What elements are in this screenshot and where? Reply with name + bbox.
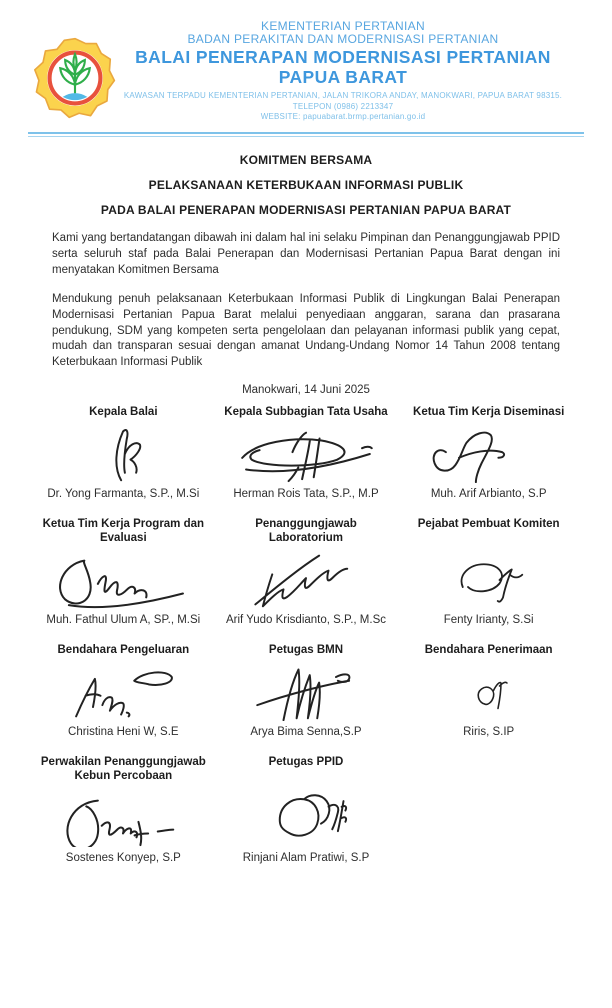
title-line3: PADA BALAI PENERAPAN MODERNISASI PERTANIAN PAPUA BARAT	[100, 203, 512, 218]
signature-rinjani-alam	[231, 787, 381, 849]
signatory-name: Muh. Arif Arbianto, S.P	[430, 488, 547, 501]
signatory-role: Ketua Tim Kerja Diseminasi	[413, 406, 565, 419]
signatory-bendahara-penerimaan	[401, 644, 576, 738]
signatory-name: Arya Bima Senna,S.P	[250, 726, 362, 739]
signatory-name: Riris, S.IP	[463, 726, 515, 739]
signatory-name: Muh. Fathul Ulum A, SP., M.Si	[46, 614, 201, 627]
office-website: WEBSITE: papuabarat.brmp.pertanian.go.id	[260, 111, 426, 121]
office-telephone: TELEPON (0986) 2213347	[292, 101, 394, 111]
agency-name: BADAN PERAKITAN DAN MODERNISASI PERTANIAN	[187, 32, 499, 47]
signatory-name: Sostenes Konyep, S.P	[65, 852, 181, 865]
ministry-of-agriculture-logo-icon	[34, 36, 116, 120]
signatory-role: Perwakilan Penanggungjawab Kebun Percobaan	[40, 756, 206, 782]
signatory-penanggungjawab-laboratorium	[219, 518, 394, 626]
signatory-ketua-tim-diseminasi	[401, 406, 576, 500]
document-body	[52, 231, 560, 371]
signature-arya-bima	[231, 661, 381, 723]
signatory-kasubbag-tata-usaha	[219, 406, 394, 500]
signatory-role: Pejabat Pembuat Komiten	[417, 518, 560, 531]
signature-herman-rois-tata	[226, 423, 386, 485]
title-line2: PELAKSANAAN KETERBUKAAN INFORMASI PUBLIK	[148, 178, 464, 193]
paragraph-2: Mendukung penuh pelaksanaan Keterbukaan Informasi Publik di Lingkungan Balai Penerapan Modernisasi Pertanian Papua Barat melalui penyediaan anggaran, sarana dan prasarana pendukung, SDM yang kompeten serta pengelolaan dan pelayanan informasi publik yang cepat, mudah dan transparan sesuai dengan amanat Undang-Undang Nomor 14 Tahun 2008 tentang Keterbukaan Informasi Publik	[52, 292, 560, 369]
document-title	[0, 153, 612, 217]
signatory-role: Kepala Balai	[89, 406, 158, 419]
letterhead	[0, 0, 612, 137]
signatory-role: Bendahara Pengeluaran	[57, 644, 190, 657]
signature-row-3	[36, 644, 576, 738]
signature-fenty-irianty	[419, 549, 559, 611]
letterhead-divider	[28, 132, 584, 137]
signatory-petugas-bmn	[219, 644, 394, 738]
signature-grid	[36, 406, 576, 864]
signature-row-2	[36, 518, 576, 626]
signatory-role: Ketua Tim Kerja Program dan Evaluasi	[42, 518, 205, 544]
signatory-name: Dr. Yong Farmanta, S.P., M.Si	[47, 488, 200, 501]
signatory-ketua-tim-program-evaluasi	[36, 518, 211, 626]
signature-arif-yudo	[231, 549, 381, 611]
signatory-bendahara-pengeluaran	[36, 644, 211, 738]
ministry-name: KEMENTERIAN PERTANIAN	[261, 19, 425, 33]
signatory-perwakilan-kebun-percobaan	[36, 756, 211, 864]
signature-yong-farmanta	[48, 423, 198, 485]
signature-row-4	[36, 756, 576, 864]
signatory-kepala-balai	[36, 406, 211, 500]
signatory-role: Bendahara Penerimaan	[424, 644, 553, 657]
office-name-line2: PAPUA BARAT	[278, 67, 408, 87]
signatory-pejabat-pembuat-komiten	[401, 518, 576, 626]
letterhead-text	[100, 20, 586, 122]
signature-riris	[429, 661, 549, 723]
signatory-name: Fenty Irianty, S.Si	[443, 614, 534, 627]
signatory-role: Penanggungjawab Laboratorium	[255, 518, 357, 544]
signature-sostenes-konyep	[43, 787, 203, 849]
paragraph-1: Kami yang bertandatangan dibawah ini dalam hal ini selaku Pimpinan dan Penanggungjawab PPID serta seluruh staf pada Balai Penerapan dan Modernisasi Pertanian Papua Barat dengan ini menyatakan Komitmen Bersama	[52, 232, 560, 277]
signatory-name: Arif Yudo Krisdianto, S.P., M.Sc	[225, 614, 386, 627]
signature-grid-empty-cell	[401, 756, 576, 864]
signatory-petugas-ppid	[219, 756, 394, 864]
signatory-role: Petugas BMN	[268, 644, 344, 657]
signature-arif-arbianto	[414, 423, 564, 485]
signature-row-1	[36, 406, 576, 500]
place-date-line: Manokwari, 14 Juni 2025	[242, 384, 370, 397]
signatory-name: Christina Heni W, S.E	[68, 726, 179, 739]
signature-christina-heni	[48, 661, 198, 723]
signature-fathul-ulum	[43, 549, 203, 611]
title-line1: KOMITMEN BERSAMA	[239, 153, 373, 168]
office-name-line1: BALAI PENERAPAN MODERNISASI PERTANIAN	[135, 46, 551, 67]
office-address: KAWASAN TERPADU KEMENTERIAN PERTANIAN, JALAN TRIKORA ANDAY, MANOKWARI, PAPUA BARAT 98315.	[123, 91, 563, 101]
signatory-role: Kepala Subbagian Tata Usaha	[224, 406, 388, 419]
signatory-role: Petugas PPID	[268, 756, 344, 769]
signatory-name: Rinjani Alam Pratiwi, S.P	[242, 852, 370, 865]
signatory-name: Herman Rois Tata, S.P., M.P	[233, 488, 379, 501]
